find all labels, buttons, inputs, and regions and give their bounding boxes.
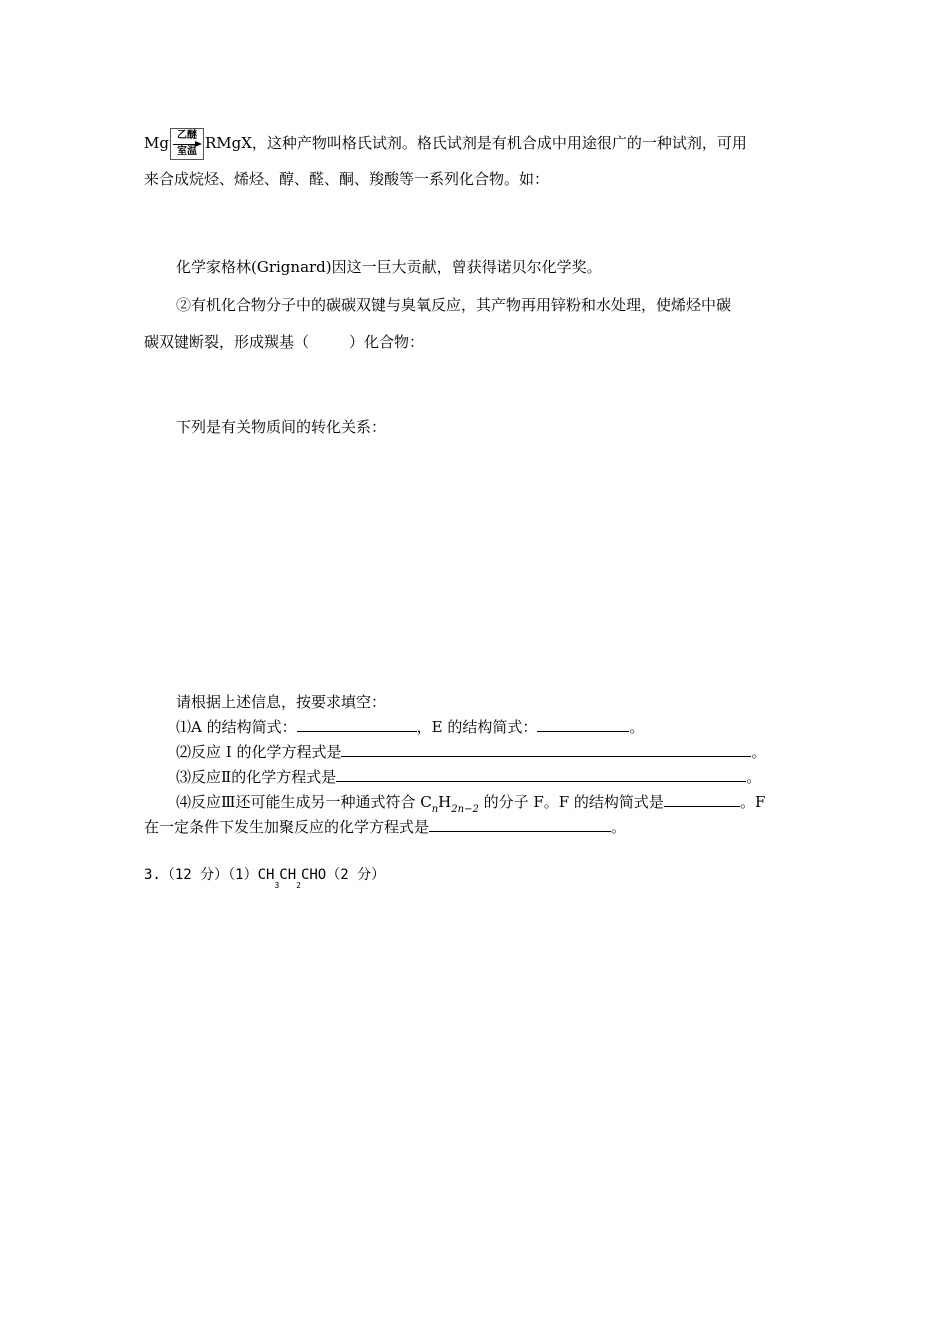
answer-sub-1: 3	[274, 881, 280, 890]
q4-label-a: ⑷反应Ⅲ还可能生成另一种通式符合 C	[176, 793, 432, 811]
answer-sub-2: 2	[296, 881, 301, 890]
q4-sub-2n: 2n−2	[451, 804, 479, 815]
reaction-arrow-icon	[170, 128, 204, 160]
answer-suffix: CHO（2 分）	[300, 867, 386, 883]
q1-label-a: ⑴A 的结构简式：	[176, 718, 297, 736]
q1-label-b: ，E 的结构简式：	[416, 718, 538, 736]
q2-end: 。	[751, 743, 767, 761]
q4-line2-label: 在一定条件下发生加聚反应的化学方程式是	[144, 818, 430, 836]
conversion-line: 下列是有关物质间的转化关系：	[176, 418, 387, 436]
q4-h: H	[438, 793, 452, 811]
q2-label: ⑵反应 I 的化学方程式是	[176, 743, 342, 761]
q3-blank[interactable]	[336, 767, 746, 782]
ozonolysis-line-2b: ）化合物：	[349, 333, 425, 351]
q1-end: 。	[629, 718, 645, 736]
q4-blank-b[interactable]	[429, 817, 611, 832]
ozonolysis-line-2a: 碳双键断裂，形成羰基（	[144, 333, 310, 351]
q4-end: 。	[611, 818, 627, 836]
q4-sub-n: n	[431, 804, 439, 815]
question-2	[176, 741, 766, 763]
question-3	[176, 766, 761, 788]
intro-line-1-rest: RMgX，这种产物叫格氏试剂。格氏试剂是有机合成中用途很广的一种试剂，可用	[204, 134, 747, 152]
q4-blank-a[interactable]	[664, 792, 740, 807]
q4-label-c: 。F	[739, 793, 766, 811]
q3-end: 。	[746, 768, 762, 786]
mg-text: Mg	[144, 134, 169, 152]
grignard-line: 化学家格林(Grignard)因这一巨大贡献，曾获得诺贝尔化学奖。	[176, 258, 602, 276]
q3-label: ⑶反应Ⅱ的化学方程式是	[176, 768, 337, 786]
ozonolysis-line-1: ②有机化合物分子中的碳碳双键与臭氧反应，其产物再用锌粉和水处理，使烯烃中碳	[176, 296, 732, 314]
question-4-line-2	[144, 816, 626, 838]
answer-mid: CH	[279, 867, 297, 883]
arrow-top-label: 乙醚	[176, 130, 197, 141]
q1-blank-a[interactable]	[297, 717, 417, 732]
intro-line-2: 来合成烷烃、烯烃、醇、醛、酮、羧酸等一系列化合物。如：	[144, 170, 550, 188]
q4-label-b: 的分子 F。F 的结构简式是	[478, 793, 664, 811]
ozonolysis-line-2	[144, 331, 424, 353]
questions-prompt: 请根据上述信息，按要求填空：	[176, 693, 387, 711]
answer-prefix: 3.（12 分）（1）CH	[144, 867, 275, 883]
answer-line	[144, 864, 385, 897]
q1-blank-b[interactable]	[537, 717, 629, 732]
arrow-bottom-label: 室温	[176, 146, 197, 157]
q2-blank[interactable]	[341, 742, 751, 757]
question-1	[176, 716, 644, 738]
intro-line-1	[144, 128, 747, 160]
